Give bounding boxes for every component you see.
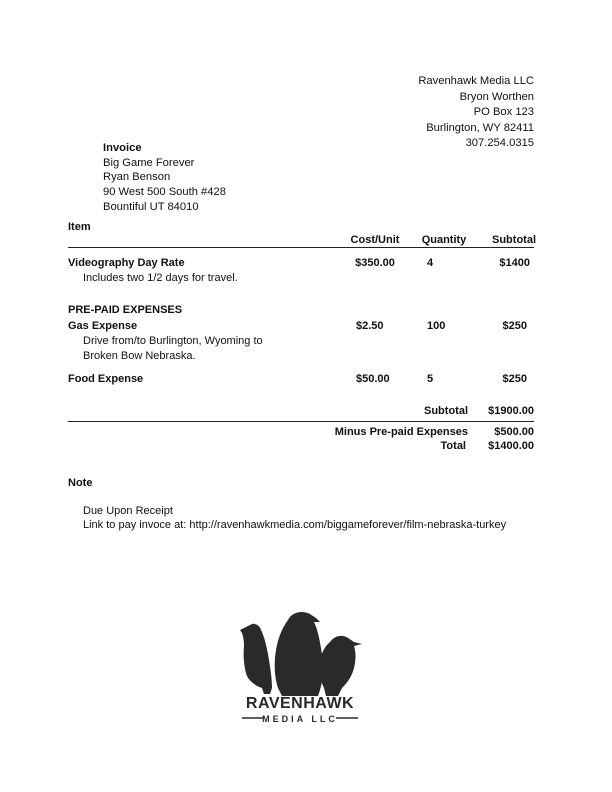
item-cost-food: $50.00 [356, 373, 390, 385]
item-qty-food: 5 [427, 373, 434, 385]
item-qty-videography: 4 [427, 257, 434, 269]
company-contact: Bryon Worthen [459, 90, 534, 103]
invoice-heading: Invoice [103, 142, 142, 154]
item-name-videography: Videography Day Rate [68, 257, 185, 269]
ravenhawk-logo [230, 608, 370, 726]
item-desc-gas-line1: Drive from/to Burlington, Wyoming to [83, 335, 263, 347]
totals-divider [68, 421, 534, 422]
note-due: Due Upon Receipt [83, 505, 173, 517]
logo-word-media: MEDIA LLC [262, 714, 338, 724]
note-heading: Note [68, 477, 93, 489]
client-address-line2: Bountiful UT 84010 [103, 200, 199, 213]
item-name-food: Food Expense [68, 373, 144, 385]
header-divider [68, 247, 534, 248]
item-desc-videography: Includes two 1/2 days for travel. [83, 272, 238, 284]
item-desc-gas-line2: Broken Bow Nebraska. [83, 350, 196, 362]
subtotal-label: Subtotal [424, 405, 468, 417]
item-subtotal-gas: $250 [502, 320, 527, 332]
company-name: Ravenhawk Media LLC [418, 75, 534, 87]
bill-to [103, 141, 226, 215]
prepaid-value: $500.00 [494, 426, 534, 438]
item-column-header: Item [68, 221, 91, 233]
company-address-line1: PO Box 123 [473, 106, 534, 118]
subtotal-column-header: Subtotal [492, 234, 536, 246]
item-subtotal-videography: $1400 [499, 257, 530, 269]
item-name-gas: Gas Expense [68, 320, 138, 332]
total-label: Total [440, 440, 466, 452]
quantity-column-header: Quantity [421, 234, 467, 246]
item-subtotal-food: $250 [502, 373, 527, 385]
item-qty-gas: 100 [427, 320, 446, 332]
bird-silhouettes-icon [230, 608, 370, 726]
subtotal-value: $1900.00 [488, 405, 534, 417]
client-name: Big Game Forever [103, 156, 195, 169]
client-address-line1: 90 West 500 South #428 [103, 186, 226, 199]
prepaid-label: Minus Pre-paid Expenses [334, 426, 468, 438]
item-cost-videography: $350.00 [355, 257, 395, 269]
client-contact: Ryan Benson [103, 171, 171, 184]
cost-column-header: Cost/Unit [350, 234, 400, 246]
logo-word-ravenhawk: RAVENHAWK [245, 695, 355, 712]
company-address-line2: Burlington, WY 82411 [426, 121, 534, 134]
company-phone: 307.254.0315 [465, 137, 534, 149]
company-info [418, 74, 534, 152]
total-value: $1400.00 [488, 440, 534, 452]
note-payment-link: Link to pay invoce at: http://ravenhawkmedia.com/biggameforever/film-nebraska-turkey [83, 519, 507, 531]
item-cost-gas: $2.50 [356, 320, 384, 332]
prepaid-section-title: PRE-PAID EXPENSES [68, 304, 183, 316]
